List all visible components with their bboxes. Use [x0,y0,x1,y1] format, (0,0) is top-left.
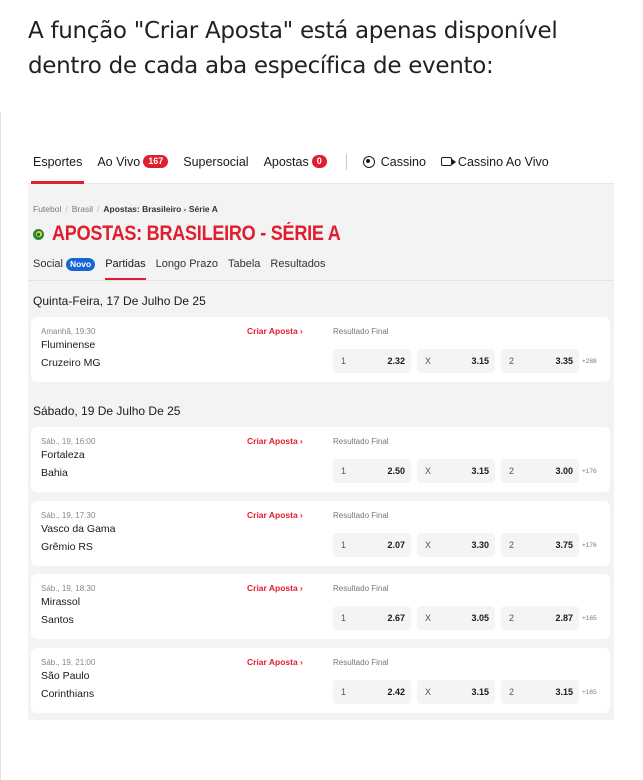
brazil-flag-icon [33,229,44,240]
odd-away-button[interactable] [501,533,579,557]
odd-label: X [425,540,432,550]
odd-label: 1 [341,687,347,697]
odd-value: 2.07 [387,540,405,550]
home-team: Mirassol [41,596,81,608]
top-navigation [28,140,614,184]
away-team: Santos [41,614,74,626]
home-team: Fluminense [41,339,96,351]
tab-social-label: Social [33,258,63,270]
more-markets-count[interactable]: +165 [582,688,597,696]
odd-away-button[interactable] [501,680,579,704]
home-team: Vasco da Gama [41,523,116,535]
odd-away-button[interactable] [501,606,579,630]
more-markets-count[interactable]: +165 [582,614,597,622]
odd-value: 2.67 [387,613,405,623]
match-time: Sáb., 19, 17:30 [41,511,96,520]
more-markets-count[interactable]: +176 [582,467,597,475]
match-time: Amanhã, 19:30 [41,327,96,336]
odd-label: 2 [509,540,515,550]
odd-draw-button[interactable] [417,349,495,373]
odd-draw-button[interactable] [417,459,495,483]
nav-cassino-ao-vivo-label: Cassino Ao Vivo [457,154,549,169]
odd-label: 1 [341,540,347,550]
odd-label: 2 [509,687,515,697]
tab-longo-prazo-label: Longo Prazo [155,258,218,270]
odd-home-button[interactable] [333,459,411,483]
home-team: São Paulo [41,670,90,682]
more-markets-count[interactable]: +288 [582,357,597,365]
nav-esportes[interactable] [33,140,82,184]
nav-apostas[interactable] [264,140,327,184]
away-team: Cruzeiro MG [41,357,101,369]
nav-esportes-label: Esportes [33,154,83,169]
bets-count-badge: 0 [312,155,327,168]
odds-row [333,680,597,704]
criar-aposta-link[interactable]: Criar Aposta › [247,510,303,520]
tab-resultados[interactable] [270,258,325,280]
league-header [33,222,388,246]
odd-value: 3.15 [471,356,489,366]
date-header: Quinta-Feira, 17 De Julho De 25 [33,294,206,308]
casino-chip-icon [363,156,375,168]
odd-home-button[interactable] [333,680,411,704]
date-header: Sábado, 19 De Julho De 25 [33,404,181,418]
tabs-divider [28,280,614,281]
odd-value: 3.15 [471,466,489,476]
criar-aposta-link[interactable]: Criar Aposta › [247,583,303,593]
page-title: APOSTAS: BRASILEIRO - SÉRIE A [52,222,341,245]
tab-tabela-label: Tabela [227,258,261,270]
criar-aposta-link[interactable]: Criar Aposta › [247,326,303,336]
odd-value: 2.32 [387,356,405,366]
odd-home-button[interactable] [333,349,411,373]
match-card[interactable] [31,574,610,639]
video-camera-icon [441,157,452,166]
odd-label: X [425,613,432,623]
breadcrumb-brasil[interactable]: Brasil [71,204,93,214]
odds-row [333,349,597,373]
odd-home-button[interactable] [333,533,411,557]
nav-cassino-label: Cassino [380,154,426,169]
match-card[interactable] [31,317,610,382]
match-card[interactable] [31,501,610,566]
more-markets-count[interactable]: +176 [582,541,597,549]
tab-partidas[interactable] [105,258,145,280]
match-time: Sáb., 19, 21:00 [41,658,96,667]
market-label: Resultado Final [333,511,389,520]
embedded-screenshot [28,140,614,720]
match-time: Sáb., 19, 18:30 [41,584,96,593]
nav-divider [346,154,347,170]
nav-apostas-label: Apostas [263,154,309,169]
odds-row [333,606,597,630]
odd-draw-button[interactable] [417,680,495,704]
breadcrumb-futebol[interactable]: Futebol [33,204,62,214]
odds-row [333,533,597,557]
odd-away-button[interactable] [501,459,579,483]
nav-ao-vivo[interactable] [97,140,168,184]
odd-value: 3.15 [471,687,489,697]
odd-label: X [425,466,432,476]
caption-text: A função "Criar Aposta" está apenas disponível dentro de cada aba específica de evento: [28,18,558,79]
away-team: Corinthians [41,688,95,700]
market-label: Resultado Final [333,584,389,593]
breadcrumb-current: Apostas: Brasileiro - Série A [103,204,218,214]
odd-value: 2.50 [387,466,405,476]
live-count-badge: 167 [143,155,168,168]
match-time: Sáb., 19, 16:00 [41,437,96,446]
odd-label: 1 [341,466,347,476]
nav-ao-vivo-label: Ao Vivo [97,154,141,169]
odds-row [333,459,597,483]
market-label: Resultado Final [333,437,389,446]
odd-value: 3.75 [555,540,573,550]
breadcrumb [33,204,218,214]
odd-label: X [425,687,432,697]
breadcrumb-separator: / [65,204,68,214]
nav-supersocial[interactable] [183,140,248,184]
match-card[interactable] [31,427,610,492]
novo-badge: Novo [66,258,95,271]
tab-tabela[interactable] [228,258,260,280]
nav-cassino-ao-vivo[interactable] [441,140,549,184]
odd-home-button[interactable] [333,606,411,630]
tab-resultados-label: Resultados [270,258,326,270]
home-team: Fortaleza [41,449,85,461]
market-label: Resultado Final [333,658,389,667]
odd-draw-button[interactable] [417,533,495,557]
odd-away-button[interactable] [501,349,579,373]
away-team: Bahia [41,467,68,479]
tab-social[interactable] [33,258,95,280]
odd-draw-button[interactable] [417,606,495,630]
match-card[interactable] [31,648,610,713]
tab-partidas-label: Partidas [105,258,146,270]
sub-tabs [33,258,335,280]
nav-supersocial-label: Supersocial [183,154,249,169]
nav-cassino[interactable] [363,140,426,184]
odd-label: 2 [509,466,515,476]
odd-value: 3.05 [471,613,489,623]
away-team: Grêmio RS [41,541,93,553]
odd-label: 1 [341,613,347,623]
odd-value: 2.42 [387,687,405,697]
criar-aposta-link[interactable]: Criar Aposta › [247,657,303,667]
odd-value: 3.00 [555,466,573,476]
tab-longo-prazo[interactable] [156,258,218,280]
odd-label: 2 [509,356,515,366]
odd-value: 3.30 [471,540,489,550]
odd-value: 2.87 [555,613,573,623]
odd-label: 2 [509,613,515,623]
odd-value: 3.15 [555,687,573,697]
odd-label: 1 [341,356,347,366]
breadcrumb-separator: / [97,204,100,214]
odd-value: 3.35 [555,356,573,366]
odd-label: X [425,356,432,366]
market-label: Resultado Final [333,327,389,336]
criar-aposta-link[interactable]: Criar Aposta › [247,436,303,446]
